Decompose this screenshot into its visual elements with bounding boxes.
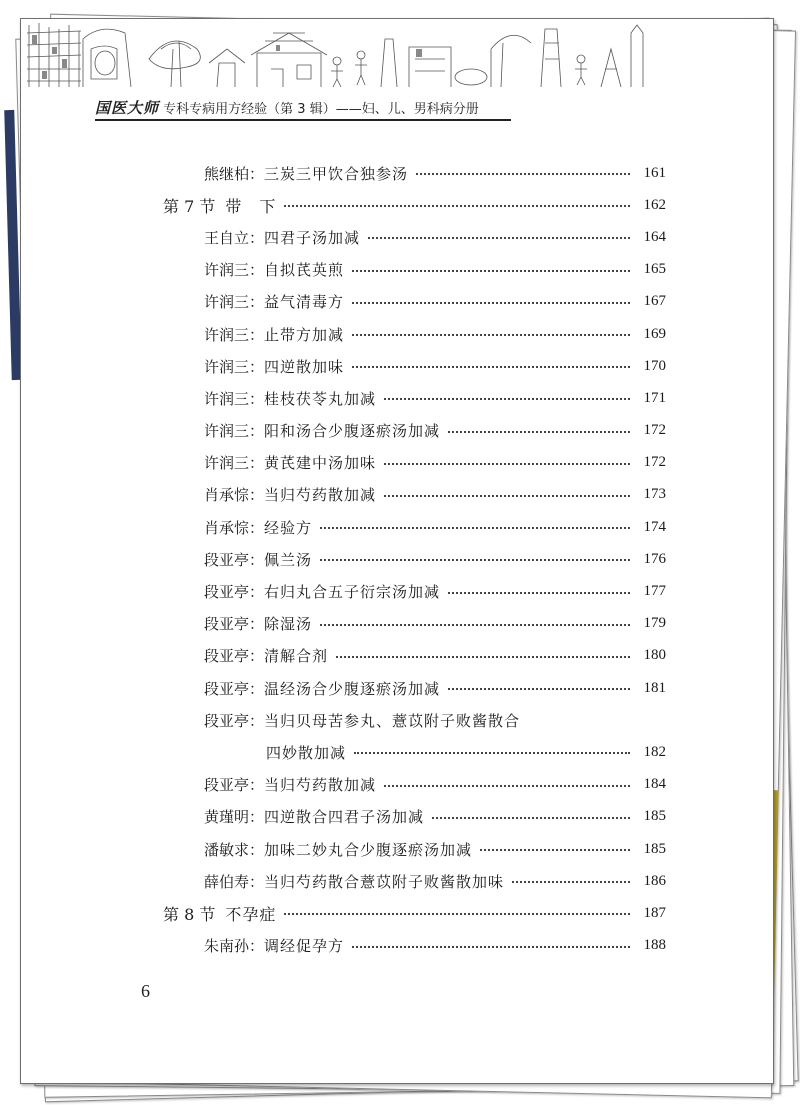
leader-dots	[448, 688, 630, 690]
colon-separator: ：	[249, 518, 265, 537]
physician-name: 许润三	[203, 389, 249, 408]
toc-entry	[161, 833, 666, 865]
formula-title: 当归贝母苦参丸、薏苡附子败酱散合	[264, 711, 521, 730]
book-title: 专科专病用方经验（第 3 辑）——妇、儿、男科病分册	[163, 102, 479, 117]
header-illustration	[21, 19, 773, 89]
physician-name: 薛伯寿	[203, 872, 249, 891]
formula-title: 温经汤合少腹逐瘀汤加减	[264, 679, 441, 698]
physician-name: 许润三	[203, 293, 249, 312]
toc-page-number: 182	[643, 743, 666, 760]
toc-page-number: 179	[643, 615, 666, 632]
leader-dots	[352, 302, 630, 304]
colon-separator: ：	[249, 454, 265, 473]
toc-entry	[161, 930, 666, 962]
leader-dots	[284, 913, 630, 915]
toc-page-number: 176	[643, 550, 666, 567]
physician-name: 许润三	[203, 325, 249, 344]
formula-title: 桂枝茯苓丸加减	[264, 389, 377, 408]
formula-title: 佩兰汤	[264, 550, 313, 569]
leader-dots	[384, 463, 630, 465]
colon-separator: ：	[249, 486, 265, 505]
physician-name: 段亚亭	[203, 776, 249, 795]
series-brand: 国医大师	[95, 99, 160, 117]
formula-title: 止带方加减	[264, 325, 345, 344]
colon-separator: ：	[249, 647, 265, 666]
physician-name: 段亚亭	[203, 679, 249, 698]
formula-title: 经验方	[264, 518, 313, 537]
colon-separator: ：	[249, 325, 265, 344]
formula-title: 三炭三甲饮合独参汤	[264, 164, 409, 183]
toc-page-number: 188	[643, 937, 666, 954]
leader-dots	[352, 270, 630, 272]
section-title: 不孕症	[225, 904, 277, 924]
toc-entry	[161, 415, 666, 447]
colon-separator: ：	[249, 679, 265, 698]
toc-page-number: 173	[643, 486, 666, 503]
formula-title: 除湿汤	[264, 615, 313, 634]
leader-dots	[320, 527, 630, 529]
leader-dots	[416, 173, 630, 175]
toc-entry	[161, 801, 666, 833]
colon-separator: ：	[249, 293, 265, 312]
toc-page-number: 164	[643, 228, 666, 245]
physician-name: 潘敏求	[203, 840, 249, 859]
formula-title: 当归芍药散加减	[264, 776, 377, 795]
colon-separator: ：	[249, 808, 265, 827]
physician-name: 许润三	[203, 422, 249, 441]
colon-separator: ：	[249, 164, 265, 183]
section-title: 带 下	[225, 196, 277, 216]
colon-separator: ：	[249, 872, 265, 891]
leader-dots	[368, 237, 630, 239]
book-page	[20, 18, 774, 1084]
toc-entry	[161, 382, 666, 414]
colon-separator: ：	[249, 937, 265, 956]
formula-title: 当归芍药散加减	[264, 486, 377, 505]
formula-title: 当归芍药散合薏苡附子败酱散加味	[264, 872, 505, 891]
toc-page-number: 162	[643, 196, 666, 213]
leader-dots	[432, 817, 630, 819]
toc-page-number: 186	[643, 872, 666, 889]
page-number: 6	[141, 981, 150, 1001]
physician-name: 肖承悰	[203, 518, 249, 537]
physician-name: 段亚亭	[203, 550, 249, 569]
toc-page-number: 165	[643, 261, 666, 278]
formula-title: 四君子汤加减	[264, 228, 361, 247]
running-header	[95, 97, 511, 121]
toc-entry	[161, 221, 666, 253]
physician-name: 许润三	[203, 261, 249, 280]
toc-page-number: 174	[643, 518, 666, 535]
toc-entry	[161, 254, 666, 286]
colon-separator: ：	[249, 615, 265, 634]
formula-title: 自拟芪英煎	[264, 261, 345, 280]
formula-title: 黄芪建中汤加味	[264, 454, 377, 473]
toc-entry	[161, 543, 666, 575]
leader-dots	[352, 366, 630, 368]
toc-entry	[161, 640, 666, 672]
toc-section-heading	[161, 189, 666, 221]
toc-entry	[161, 286, 666, 318]
toc-entry-continuation	[161, 736, 666, 768]
toc-page-number: 172	[643, 422, 666, 439]
leader-dots	[284, 205, 630, 207]
leader-dots	[448, 431, 630, 433]
toc-entry	[161, 511, 666, 543]
toc-entry	[161, 672, 666, 704]
colon-separator: ：	[249, 389, 265, 408]
physician-name: 熊继柏	[203, 164, 249, 183]
toc-page-number: 180	[643, 647, 666, 664]
formula-title: 右归丸合五子衍宗汤加减	[264, 583, 441, 602]
toc-page-number: 167	[643, 293, 666, 310]
toc-entry	[161, 769, 666, 801]
colon-separator: ：	[249, 228, 265, 247]
leader-dots	[320, 559, 630, 561]
toc-page-number: 170	[643, 357, 666, 374]
colon-separator: ：	[249, 776, 265, 795]
leader-dots	[512, 881, 630, 883]
colon-separator: ：	[249, 550, 265, 569]
toc-entry	[161, 865, 666, 897]
physician-name: 黄瑾明	[203, 808, 249, 827]
formula-title: 加味二妙丸合少腹逐瘀汤加减	[264, 840, 473, 859]
physician-name: 段亚亭	[203, 647, 249, 666]
colon-separator: ：	[249, 422, 265, 441]
physician-name: 许润三	[203, 357, 249, 376]
formula-title: 四逆散加味	[264, 357, 345, 376]
colon-separator: ：	[249, 840, 265, 859]
formula-title: 调经促孕方	[264, 937, 345, 956]
toc-page-number: 171	[643, 389, 666, 406]
toc-page-number: 161	[643, 164, 666, 181]
physician-name: 段亚亭	[203, 583, 249, 602]
leader-dots	[352, 946, 630, 948]
formula-title: 清解合剂	[264, 647, 329, 666]
leader-dots	[384, 495, 630, 497]
leader-dots	[480, 849, 630, 851]
leader-dots	[354, 752, 630, 754]
physician-name: 朱南孙	[203, 937, 249, 956]
toc-entry	[161, 575, 666, 607]
physician-name: 许润三	[203, 454, 249, 473]
toc-entry	[161, 479, 666, 511]
formula-title: 益气清毒方	[264, 293, 345, 312]
physician-name: 段亚亭	[203, 615, 249, 634]
toc-entry	[161, 350, 666, 382]
leader-dots	[336, 656, 630, 658]
leader-dots	[448, 592, 630, 594]
toc-entry	[161, 157, 666, 189]
toc-section-heading	[161, 897, 666, 929]
toc-entry	[161, 608, 666, 640]
toc-entry	[161, 704, 666, 736]
toc-page-number: 187	[643, 904, 666, 921]
toc-page-number: 169	[643, 325, 666, 342]
running-header-title	[95, 97, 479, 118]
leader-dots	[320, 624, 630, 626]
physician-name: 段亚亭	[203, 711, 249, 730]
formula-title: 阳和汤合少腹逐瘀汤加减	[264, 422, 441, 441]
toc-entry	[161, 318, 666, 350]
physician-name: 王自立	[203, 228, 249, 247]
toc-page-number: 172	[643, 454, 666, 471]
toc-page-number: 177	[643, 583, 666, 600]
toc-page-number: 185	[643, 808, 666, 825]
section-number: 第 7 节	[163, 196, 216, 216]
colon-separator: ：	[249, 261, 265, 280]
section-number: 第 8 节	[163, 904, 216, 924]
toc-page-number: 181	[643, 679, 666, 696]
formula-title: 四逆散合四君子汤加减	[264, 808, 425, 827]
table-of-contents	[161, 157, 666, 962]
toc-page-number: 185	[643, 840, 666, 857]
colon-separator: ：	[249, 583, 265, 602]
leader-dots	[384, 398, 630, 400]
leader-dots	[352, 334, 630, 336]
colon-separator: ：	[249, 357, 265, 376]
formula-title: 四妙散加减	[266, 743, 347, 762]
physician-name: 肖承悰	[203, 486, 249, 505]
leader-dots	[384, 785, 630, 787]
toc-page-number: 184	[643, 776, 666, 793]
toc-entry	[161, 447, 666, 479]
colon-separator: ：	[249, 711, 265, 730]
